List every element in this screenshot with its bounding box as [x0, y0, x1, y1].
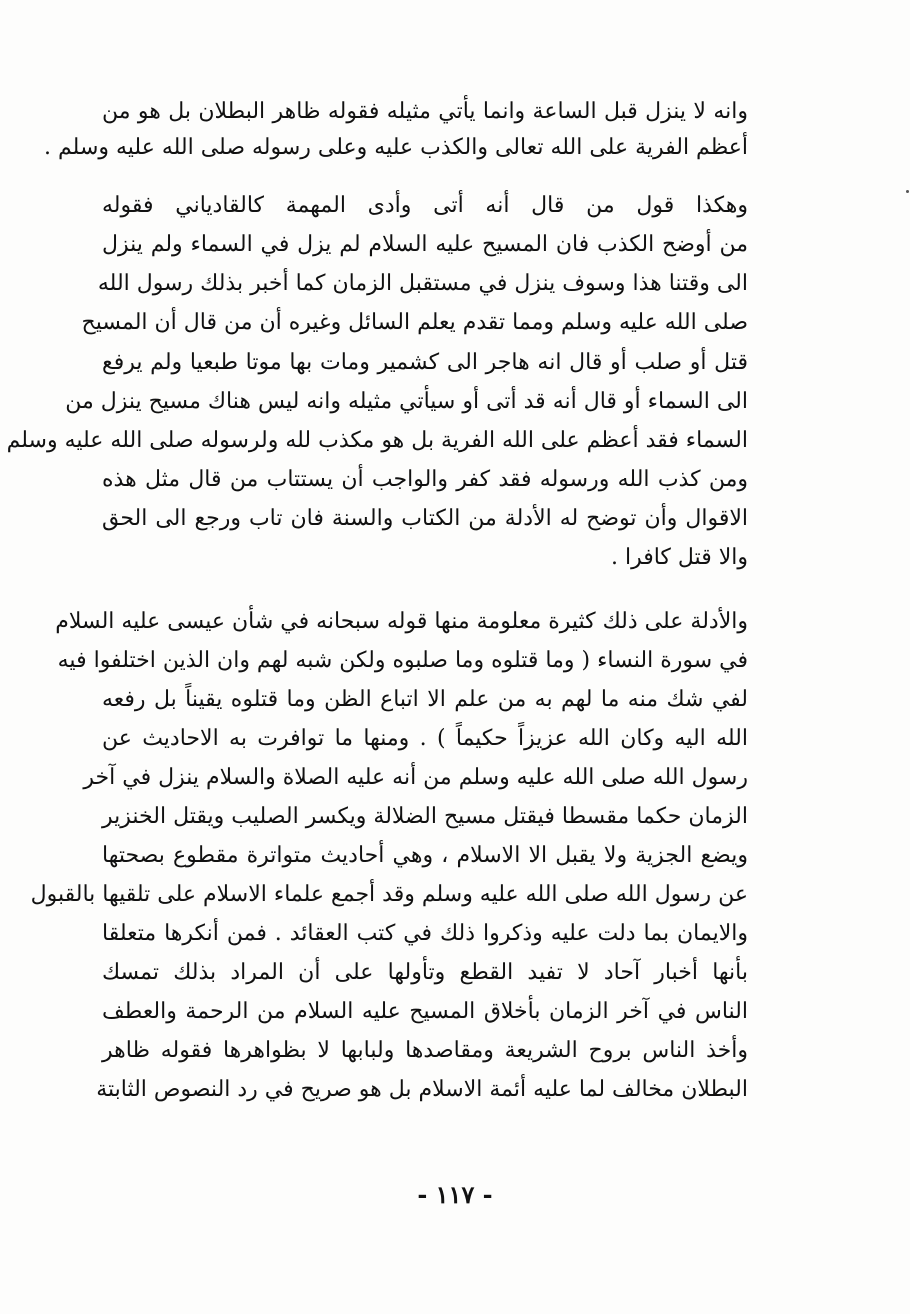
text-line: الاقوال وأن توضح له الأدلة من الكتاب والسنة فان تاب ورجع الى الحق — [102, 506, 748, 531]
text-line: الله اليه وكان الله عزيزاً حكيماً ) . ومنها ما توافرت به الاحاديث عن — [102, 726, 748, 751]
text-line: الى وقتنا هذا وسوف ينزل في مستقبل الزمان كما أخبر بذلك رسول الله — [97, 271, 748, 296]
text-line: البطلان مخالف لما عليه أئمة الاسلام بل هو صريح في رد النصوص الثابتة — [96, 1077, 748, 1102]
text-line: الناس في آخر الزمان بأخلاق المسيح عليه السلام من الرحمة والعطف — [102, 999, 748, 1024]
scan-speck — [906, 190, 909, 193]
text-line: الزمان حكما مقسطا فيقتل مسيح الضلالة ويكسر الصليب ويقتل الخنزير — [102, 804, 748, 829]
text-line: صلى الله عليه وسلم ومما تقدم يعلم السائل وغيره أن من قال أن المسيح — [81, 310, 748, 335]
text-line: والأدلة على ذلك كثيرة معلومة منها قوله سبحانه في شأن عيسى عليه السلام — [55, 609, 748, 634]
text-line: الى السماء أو قال أنه قد أتى أو سيأتي مثيله وانه ليس هناك مسيح ينزل من — [65, 389, 748, 414]
page-number: - ١١٧ - — [417, 1180, 493, 1209]
text-line: من أوضح الكذب فان المسيح عليه السلام لم يزل في السماء ولم ينزل — [102, 232, 748, 257]
text-line: ويضع الجزية ولا يقبل الا الاسلام ، وهي أحاديث متواترة مقطوع بصحتها — [102, 843, 748, 868]
text-line: وهكذا قول من قال أنه أتى وأدى المهمة كالقادياني فقوله — [102, 193, 748, 218]
text-line: رسول الله صلى الله عليه وسلم من أنه عليه الصلاة والسلام ينزل في آخر — [83, 765, 748, 790]
text-line: السماء فقد أعظم على الله الفرية بل هو مكذب لله ولرسوله صلى الله عليه وسلم — [6, 428, 748, 453]
text-line: لفي شك منه ما لهم به من علم الا اتباع الظن وما قتلوه يقيناً بل رفعه — [102, 687, 748, 712]
text-line: والا قتل كافرا . — [610, 545, 748, 570]
text-line: عن رسول الله صلى الله عليه وسلم وقد أجمع علماء الاسلام على تلقيها بالقبول — [30, 882, 748, 907]
text-line: والايمان بما دلت عليه وذكروا ذلك في كتب العقائد . فمن أنكرها متعلقا — [102, 921, 748, 946]
text-line: في سورة النساء ( وما قتلوه وما صلبوه ولكن شبه لهم وان الذين اختلفوا فيه — [57, 648, 748, 673]
text-line: وأخذ الناس بروح الشريعة ومقاصدها ولبابها لا بظواهرها فقوله ظاهر — [102, 1038, 748, 1063]
text-line: ومن كذب الله ورسوله فقد كفر والواجب أن يستتاب من قال مثل هذه — [102, 467, 748, 492]
text-line: بأنها أخبار آحاد لا تفيد القطع وتأولها على أن المراد بذلك تمسك — [102, 960, 748, 985]
text-line: وانه لا ينزل قبل الساعة وانما يأتي مثيله فقوله ظاهر البطلان بل هو من — [102, 99, 748, 124]
text-line: قتل أو صلب أو قال انه هاجر الى كشمير ومات بها موتا طبعيا ولم يرفع — [102, 350, 749, 375]
text-line: أعظم الفرية على الله تعالى والكذب عليه وعلى رسوله صلى الله عليه وسلم . — [44, 135, 748, 160]
